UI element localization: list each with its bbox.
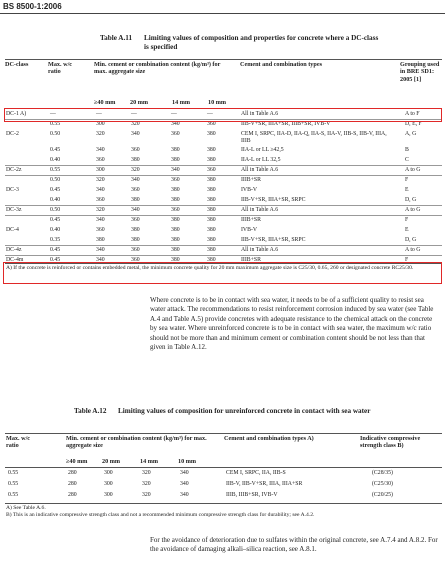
cell-c40: — (96, 111, 102, 117)
cell-c40: 320 (96, 207, 105, 213)
cell-c20: 360 (131, 217, 140, 223)
cell-wc: 0.55 (50, 167, 61, 173)
cell-c40: 360 (96, 197, 105, 203)
cell-wc: 0.40 (50, 227, 61, 233)
standard-header: BS 8500-1:2006 (3, 2, 62, 11)
cell-wc: — (50, 111, 56, 117)
cell-c10: 380 (207, 177, 216, 183)
th12-size-14: 14 mm (140, 458, 159, 465)
cell-group: A to G (405, 207, 421, 213)
table-a12-top-rule (5, 433, 442, 434)
row-separator (5, 175, 442, 176)
cell-c20: 300 (104, 470, 113, 476)
row-separator (5, 205, 442, 206)
cell-wc: 0.45 (50, 247, 61, 253)
cell-wc: 0.45 (50, 257, 61, 263)
cell-c40: 360 (96, 157, 105, 163)
table-a12-caption (74, 407, 404, 427)
cell-c40: 320 (96, 131, 105, 137)
th12-size-40: ≥40 mm (66, 458, 88, 465)
cell-c14: 320 (142, 481, 151, 487)
cell-wc: 0.55 (8, 481, 19, 487)
cell-types: IVB-V (241, 187, 258, 193)
cell-types: IIA-L or LL 32,5 (241, 157, 281, 163)
cell-wc: 0.40 (50, 157, 61, 163)
cell-c20: 380 (131, 227, 140, 233)
cell-c20: 340 (131, 131, 140, 137)
cell-types: IIIB+SR (241, 217, 262, 223)
cell-strength: (C25/30) (372, 481, 393, 487)
cell-c14: 380 (171, 237, 180, 243)
table-a11-caption (100, 34, 400, 54)
cell-dc: DC-3z (6, 207, 22, 213)
cell-c10: 360 (207, 167, 216, 173)
cell-group: F (405, 177, 409, 183)
th-max-wc: Max. w/c ratio (48, 61, 73, 76)
th-size-10: 10 mm (208, 99, 227, 106)
cell-c10: — (207, 111, 213, 117)
cell-c10: 380 (207, 227, 216, 233)
cell-c10: 380 (207, 187, 216, 193)
cell-types: All in Table A.6 (241, 167, 279, 173)
cell-c40: 340 (96, 217, 105, 223)
cell-c14: 380 (171, 147, 180, 153)
cell-c10: 380 (207, 207, 216, 213)
cell-c40: 380 (96, 237, 105, 243)
cell-c14: 360 (171, 177, 180, 183)
cell-dc: DC-4 (6, 227, 19, 233)
cell-dc: DC-2z (6, 167, 22, 173)
cell-types: IIIB+SR (241, 177, 262, 183)
sea-water-paragraph: Where concrete is to be in contact with sea water, it needs to be of a sufficient quality to resist sea water attack. The recommendations to resist reinforcement corrosion induced by sea water (see Table A.4 and Table A.5) provide concretes with adequate resistance to the chemical attack on the concrete by sea water. Where unreinforced concrete is to be in contact with sea water, the maximum w/c ratio should not be more than and minimum cement or combination content should be not less than that given in Table A.12. (150, 296, 434, 352)
table-a11-top-rule (5, 59, 442, 60)
cell-wc: 0.55 (8, 470, 19, 476)
table-a12-header-rule (5, 467, 442, 468)
th12-cement-types: Cement and combination types A) (224, 435, 314, 442)
cell-c40: 360 (96, 227, 105, 233)
th-cement-types: Cement and combination types (240, 61, 322, 68)
cell-c20: 360 (131, 247, 140, 253)
cell-c40: 280 (68, 470, 77, 476)
th-size-20: 20 mm (130, 99, 149, 106)
cell-c20: 360 (131, 187, 140, 193)
cell-types: IIB-V, IIB-V+SR, IIIA, IIIA+SR (226, 481, 303, 487)
cell-wc: 0.50 (50, 207, 61, 213)
cell-wc: 0.45 (50, 187, 61, 193)
cell-c14: 360 (171, 131, 180, 137)
cell-dc: DC-1 A) (6, 111, 27, 117)
cell-c14: — (171, 111, 177, 117)
cell-group: E (405, 187, 409, 193)
cell-c10: 380 (207, 217, 216, 223)
cell-c40: 340 (96, 147, 105, 153)
cell-c40: 300 (96, 167, 105, 173)
cell-types: IIA-L or LL ≥42,5 (241, 147, 284, 153)
cell-wc: 0.55 (8, 492, 19, 498)
cell-types: All in Table A.6 (241, 207, 279, 213)
cell-c20: — (131, 111, 137, 117)
table-a12-footnote-b: B) This is an indicative compressive strength class and not a recommended minimum compressive strength class for durability; see A.4.2. (6, 512, 315, 518)
cell-c20: 300 (104, 481, 113, 487)
cell-c40: 280 (68, 481, 77, 487)
cell-wc: 0.40 (50, 197, 61, 203)
cell-c10: 380 (207, 147, 216, 153)
cell-group: A to G (405, 167, 421, 173)
cell-types: IIB-V+SR, IIIA+SR, SRPC (241, 237, 306, 243)
cell-c14: 340 (171, 121, 180, 127)
cell-c10: 360 (207, 121, 216, 127)
cell-c10: 380 (207, 131, 216, 137)
cell-wc: 0.55 (50, 121, 61, 127)
header-rule (0, 13, 445, 14)
highlight-box-footnote (3, 262, 442, 284)
table-a12-title: Limiting values of composition for unreinforced concrete in contact with sea water (118, 407, 371, 415)
th12-size-10: 10 mm (178, 458, 197, 465)
cell-c10: 380 (207, 237, 216, 243)
cell-types: All in Table A.6 (241, 111, 279, 117)
cell-c10: 380 (207, 247, 216, 253)
cell-c10: 340 (180, 481, 189, 487)
cell-group: A to F (405, 111, 420, 117)
th-size-40: ≥40 mm (94, 99, 116, 106)
table-a11-number: Table A.11 (100, 34, 133, 42)
cell-types: IIB-V+SR, IIIA+SR, SRPC (241, 197, 306, 203)
cell-group: F (405, 257, 409, 263)
th-grouping: Grouping used in BRE SD1: 2005 [1] (400, 61, 440, 83)
highlight-box-dc1-row (4, 108, 442, 122)
cell-c40: 340 (96, 257, 105, 263)
table-a12-footnote-a: A) See Table A.6. (6, 505, 46, 511)
cell-c14: 320 (142, 492, 151, 498)
cell-c14: 380 (171, 157, 180, 163)
cell-wc: 0.45 (50, 147, 61, 153)
cell-types: IIIB, IIIB+SR, IVB-V (226, 492, 278, 498)
cell-c10: 340 (180, 470, 189, 476)
cell-c14: 340 (171, 167, 180, 173)
cell-group: D, G (405, 197, 417, 203)
row-separator (5, 165, 442, 166)
cell-c20: 340 (131, 177, 140, 183)
cell-dc: DC-4m (6, 257, 24, 263)
cell-wc: 0.35 (50, 237, 61, 243)
cell-c20: 380 (131, 157, 140, 163)
cell-group: A, G (405, 131, 417, 137)
closing-paragraph: For the avoidance of deterioration due to sulfates within the original concrete, see A.7.4 and A.8.2. For the avoidance of damaging alkali–silica reaction, see A.8.1. (150, 536, 438, 554)
cell-c40: 280 (68, 492, 77, 498)
cell-c10: 380 (207, 157, 216, 163)
cell-c40: 320 (96, 177, 105, 183)
cell-c14: 380 (171, 217, 180, 223)
cell-dc: DC-4z (6, 247, 22, 253)
cell-c20: 380 (131, 197, 140, 203)
cell-types: IIB-V+SR, IIIA+SR, IIIB+SR, IVB-V (241, 121, 331, 127)
cell-c14: 380 (171, 227, 180, 233)
th-size-14: 14 mm (172, 99, 191, 106)
cell-c20: 320 (131, 121, 140, 127)
row-separator (5, 245, 442, 246)
cell-c20: 360 (131, 257, 140, 263)
cell-group: B (405, 147, 409, 153)
cell-group: F (405, 217, 409, 223)
th12-min-cement: Min. cement or combination content (kg/m³) for max. aggregate size (66, 435, 207, 450)
cell-types: CEM I, SRPC, IIA-D, IIA-Q, IIA-S, IIA-V, IIB-S, IIB-V, IIIA, IIIB (241, 131, 387, 144)
table-a12-bottom-rule (5, 503, 442, 504)
cell-group: E (405, 227, 409, 233)
cell-c14: 380 (171, 257, 180, 263)
cell-wc: 0.50 (50, 131, 61, 137)
cell-c20: 300 (104, 492, 113, 498)
cell-group: A to G (405, 247, 421, 253)
th12-max-wc: Max. w/c ratio (6, 435, 31, 450)
cell-strength: (C20/25) (372, 492, 393, 498)
cell-wc: 0.45 (50, 217, 61, 223)
cell-types: IVB-V (241, 227, 258, 233)
cell-c14: 380 (171, 187, 180, 193)
cell-c10: 340 (180, 492, 189, 498)
cell-dc: DC-3 (6, 187, 19, 193)
table-a12-number: Table A.12 (74, 407, 107, 415)
cell-strength: (C28/35) (372, 470, 393, 476)
th-dc-class: DC-class (5, 61, 29, 68)
cell-group: C (405, 157, 409, 163)
row-separator (5, 215, 442, 216)
cell-group: D, E, F (405, 121, 422, 127)
cell-c10: 380 (207, 257, 216, 263)
cell-types: All in Table A.6 (241, 247, 279, 253)
row-separator (5, 255, 442, 256)
cell-c40: 340 (96, 187, 105, 193)
cell-c20: 360 (131, 147, 140, 153)
cell-c20: 320 (131, 167, 140, 173)
cell-types: IIIB+SR (241, 257, 262, 263)
cell-c14: 360 (171, 207, 180, 213)
cell-c14: 380 (171, 247, 180, 253)
cell-c10: 380 (207, 197, 216, 203)
cell-c14: 380 (171, 197, 180, 203)
cell-c20: 340 (131, 207, 140, 213)
cell-types: CEM I, SRPC, IIA, IIB-S (226, 470, 286, 476)
th12-size-20: 20 mm (102, 458, 121, 465)
cell-group: D, G (405, 237, 417, 243)
table-a11-footnote: A) If the concrete is reinforced or contains embedded metal, the minimum concrete quality for 20 mm maximum aggregate size is C25/30, 0.65, 260 or designated concrete RC25/30. (6, 265, 414, 271)
cell-c14: 320 (142, 470, 151, 476)
cell-dc: DC-2 (6, 131, 19, 137)
cell-c20: 380 (131, 237, 140, 243)
table-a11-title: Limiting values of composition and properties for concrete where a DC-class is specified (144, 34, 379, 51)
th12-strength: Indicative compressive strength class B) (360, 435, 421, 450)
cell-c40: 340 (96, 247, 105, 253)
cell-c40: 300 (96, 121, 105, 127)
cell-wc: 0.50 (50, 177, 61, 183)
th-min-cement: Min. cement or combination content (kg/m³) for max. aggregate size (94, 61, 221, 76)
